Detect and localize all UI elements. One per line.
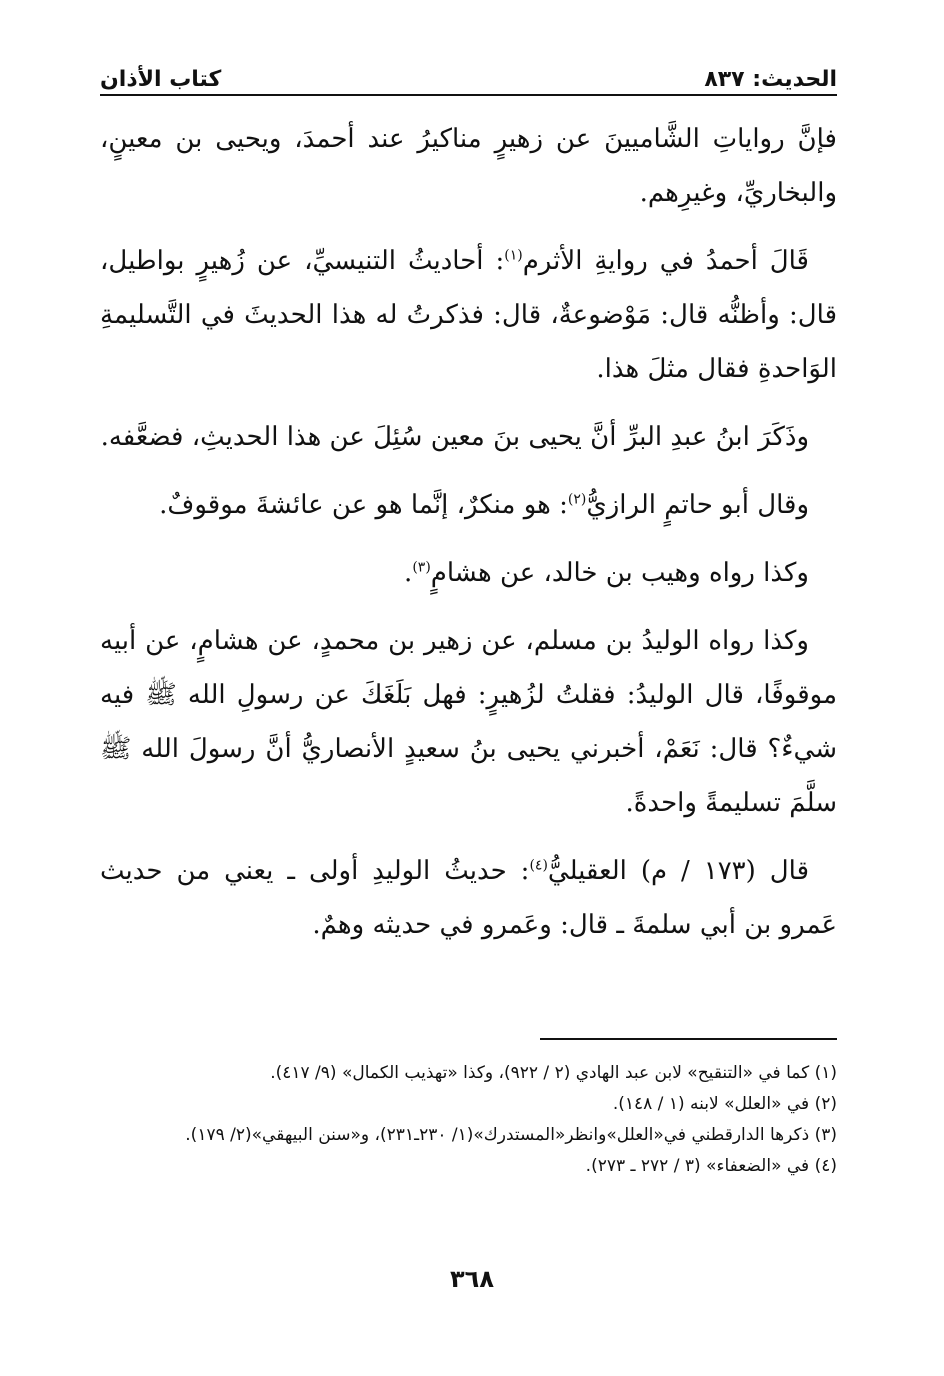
paragraph-5 bbox=[100, 546, 837, 600]
paragraph-5-text-a: وكذا رواه وهيب بن خالد، عن هشامٍ bbox=[430, 558, 809, 588]
paragraph-7 bbox=[100, 844, 837, 952]
paragraph-2 bbox=[100, 234, 837, 396]
book-title: كتاب الأذان bbox=[100, 67, 222, 92]
page-number: ٣٦٨ bbox=[450, 1265, 494, 1293]
footnote-separator bbox=[540, 1038, 837, 1040]
paragraph-2-text-a: قَالَ أحمدُ في روايةِ الأثرم bbox=[522, 246, 809, 276]
running-header bbox=[100, 56, 837, 92]
paragraph-1: فإنَّ رواياتِ الشَّاميينَ عن زهيرٍ مناكيرُ عند أحمدَ، ويحيى بن معينٍ، والبخاريِّ، وغيرِهم. bbox=[100, 124, 837, 208]
paragraph-3: وذَكَرَ ابنُ عبدِ البرِّ أنَّ يحيى بنَ معين سُئِلَ عن هذا الحديثِ، فضعَّفه. bbox=[100, 422, 809, 452]
header-rule bbox=[100, 94, 837, 96]
footnote-4: (٤) في «الضعفاء» (٣ / ٢٧٢ ـ ٢٧٣). bbox=[585, 1156, 837, 1176]
paragraph-4 bbox=[100, 478, 837, 532]
footnote-ref-4[interactable]: (٤) bbox=[529, 857, 548, 874]
footnote-2: (٢) في «العلل» لابنه (١ / ١٤٨). bbox=[612, 1094, 837, 1114]
paragraph-2-text-b: : أحاديثُ التنيسيِّ، عن زُهيرٍ بواطيل، قال: وأظنُّه قال: مَوْضوعةٌ، قال: فذكرتُ له هذا الحديثَ في التَّسليمةِ الوَاحدةِ فقال مثلَ هذا. bbox=[100, 246, 837, 384]
footnote-ref-2[interactable]: (٢) bbox=[567, 491, 587, 508]
footnote-3: (٣) ذكرها الدارقطني في«العلل»وانظر«المستدرك»(١/ ٢٣٠ـ٢٣١)، و«سنن البيهقي»(٢/ ١٧٩). bbox=[185, 1125, 837, 1145]
paragraph-4-text-a: وقال أبو حاتمٍ الرازيُّ bbox=[586, 490, 809, 520]
footnote-ref-1[interactable]: (١) bbox=[504, 247, 523, 264]
paragraph-4-text-b: : هو منكرٌ، إنَّما هو عن عائشةَ موقوفٌ. bbox=[159, 490, 568, 520]
footnote-1: (١) كما في «التنقيح» لابن عبد الهادي (٢ / ٩٢٢)، وكذا «تهذيب الكمال» (٩/ ٤١٧). bbox=[270, 1063, 837, 1083]
hadith-number: الحديث: ٨٣٧ bbox=[704, 67, 837, 92]
footnotes bbox=[100, 1058, 837, 1182]
footnote-ref-3[interactable]: (٣) bbox=[412, 559, 431, 576]
paragraph-7-text-b: : حديثُ الوليدِ أولى ـ يعني من حديث عَمرو بن أبي سلمةَ ـ قال: وعَمرو في حديثه وهمٌ. bbox=[100, 856, 837, 940]
paragraph-7-text-a: قال (١٧٣ / م) العقيليُّ bbox=[547, 856, 809, 886]
main-text bbox=[100, 112, 837, 966]
paragraph-6: وكذا رواه الوليدُ بن مسلم، عن زهير بن محمدٍ، عن هشامٍ، عن أبيه موقوفًا، قال الوليدُ: فقلتُ لزُهيرٍ: فهل بَلَغَكَ عن رسولِ الله ﷺ فيه شيءٌ؟ قال: نَعَمْ، أخبرني يحيى بنُ سعيدٍ الأنصاريُّ أنَّ رسولَ الله ﷺ سلَّمَ تسليمةً واحدةً. bbox=[100, 626, 837, 818]
paragraph-5-text-b: . bbox=[404, 558, 413, 588]
